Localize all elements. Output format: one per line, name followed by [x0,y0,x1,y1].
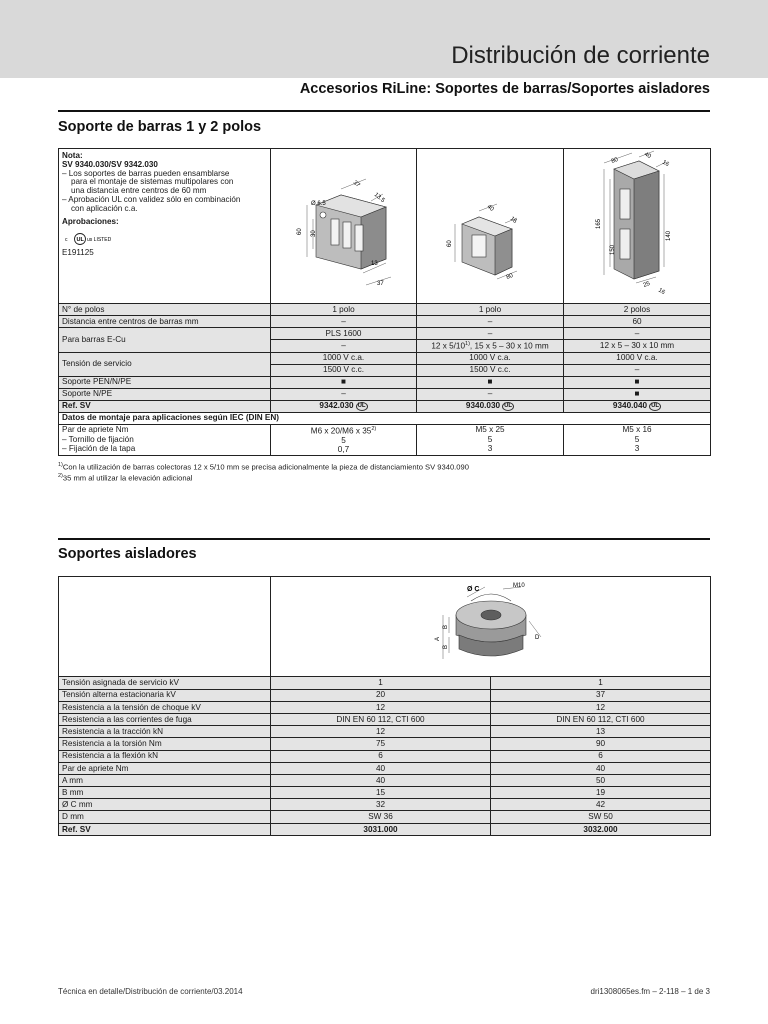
note-line: una distancia entre centros de 60 mm [71,186,207,196]
table-row-ref [59,400,711,412]
dim-h: 60 [447,240,453,247]
cell: 1500 V c.c. [417,364,564,376]
row-label: Soporte N/PE [59,388,271,400]
footnote-2: 35 mm al utilizar la elevación adicional [62,473,193,483]
dim-a: 40 [643,151,652,161]
torque-col-3 [564,424,711,455]
note-refs: SV 9340.030/SV 9342.030 [62,159,158,169]
cell: ■ [564,376,711,388]
row-label: A mm [59,774,271,786]
row-label: – Tornillo de fijación [62,434,134,444]
dim-h2: 30 [311,230,317,237]
cell: 1 polo [271,304,417,316]
cell: 1000 V c.a. [564,352,711,364]
cell: 32 [271,799,491,811]
insulator-rows [59,677,711,835]
note-line: para el montaje de sistemas multipolares con [71,177,234,187]
cell: 12 [271,726,491,738]
cell-text: 3 [487,444,493,454]
row-label: Ref. SV [59,400,271,412]
torque-labels [59,424,271,455]
cell: 15 [271,787,491,799]
table-row [59,774,711,786]
row-label: Par de apriete Nm [62,425,129,435]
cell: 19 [491,787,711,799]
cell: ■ [564,388,711,400]
cell-text: , 15 x 5 – 30 x 10 mm [469,342,549,352]
cell [417,400,564,412]
table-row [59,352,711,364]
row-label: Resistencia a la torsión Nm [59,738,271,750]
section1-rule [58,110,710,112]
cell: 1500 V c.c. [271,364,417,376]
row-label: Par de apriete Nm [59,762,271,774]
dim-a: 40 [485,203,495,213]
torque-col-2 [417,424,564,455]
dim-h1: 60 [297,228,303,235]
ul-listed-logo [62,232,267,246]
row-label: B mm [59,787,271,799]
dim-a: A [435,636,441,641]
note-line: con aplicación c.a. [71,203,138,213]
empty-corner-cell [59,577,271,677]
insulator-drawing [271,577,711,677]
cell-text: 5 [341,435,346,445]
cell-text: M5 x 25 [475,425,505,435]
cell: 1 polo [417,304,564,316]
table-row [59,412,711,424]
table-row [59,799,711,811]
cell: 75 [271,738,491,750]
cell: – [271,316,417,328]
footnote-mark: 2) [58,473,63,480]
cell: – [271,388,417,400]
table-row [59,388,711,400]
table-row [59,677,711,689]
table-row [59,689,711,701]
cell: 20 [271,689,491,701]
page-subtitle: Accesorios RiLine: Soportes de barras/Soportes aisladores [299,81,710,97]
svg-text:c: c [65,237,68,244]
note-cell [59,149,271,304]
ul-icon: UL [651,402,660,409]
section1-title: Soporte de barras 1 y 2 polos [58,119,262,135]
dim-d: 16 [657,287,666,297]
row-label: Soporte PEN/N/PE [59,376,271,388]
cell: SW 50 [491,811,711,823]
dim-b: 16 [508,215,518,225]
table-row [59,738,711,750]
row-label: – Fijación de la tapa [62,444,136,454]
cell: SW 36 [271,811,491,823]
table-row [59,376,711,388]
footnote-mark: 1) [58,462,63,468]
insulator-table [58,576,711,836]
cell: 1000 V c.a. [271,352,417,364]
section2-rule [58,538,710,540]
cell: 90 [491,738,711,750]
table-row [59,811,711,823]
dim-h2: 150 [610,244,616,255]
note-heading: Nota: [62,151,83,160]
cell: 42 [491,799,711,811]
cell: – [417,328,564,340]
cell-text: 3 [634,444,640,454]
cell-text: 5 [487,434,493,444]
dim-d: 37 [377,281,384,287]
dim-m10: M10 [513,583,525,589]
footnotes [58,461,469,483]
row-label: Resistencia a la flexión kN [59,750,271,762]
row-label: Tensión alterna estacionaria kV [59,689,271,701]
row-label: Resistencia a la tracción kN [59,726,271,738]
table-row [59,316,711,328]
section2-title: Soportes aisladores [58,546,197,562]
row-label: Resistencia a las corrientes de fuga [59,713,271,725]
footnote-ref: 1) [465,341,470,348]
dim-c: 80 [505,272,514,281]
dim-c: 25 [642,280,651,289]
row-label: Tensión asignada de servicio kV [59,677,271,689]
cell: – [564,364,711,376]
cell: 37 [491,689,711,701]
cell: 3032.000 [491,823,711,835]
cell: 50 [491,774,711,786]
table-row [59,787,711,799]
table-row [59,750,711,762]
dim-w: 80 [610,156,619,165]
dim-a: 37 [351,179,361,189]
table-row-ref [59,823,711,835]
dim-phi-c: Ø C [467,586,480,593]
dim-phi: Ø 6.5 [311,201,326,207]
dim-b2: B [443,644,449,649]
cell: DIN EN 60 112, CTI 600 [491,713,711,725]
ref-number: 9340.040 [612,401,648,411]
cell: PLS 1600 [271,328,417,340]
note-line: – Los soportes de barras pueden ensamblarse [62,168,230,178]
ul-icon: UL [504,402,513,409]
cell: 13 [491,726,711,738]
row-label: Ø C mm [59,799,271,811]
ref-number: 9340.030 [465,401,501,411]
row-label: N° de polos [59,304,271,316]
cell: 6 [271,750,491,762]
table-row [59,762,711,774]
dim-h1: 165 [596,218,602,229]
cell: 40 [271,774,491,786]
note-line: – Aprobación UL con validez sólo en combinación [62,194,241,204]
cell: 2 polos [564,304,711,316]
cell: 3031.000 [271,823,491,835]
svg-text:us LISTED: us LISTED [87,237,112,244]
dim-d: D [535,635,540,641]
cell: 12 [491,701,711,713]
cell: – [564,328,711,340]
busbar-support-table [58,148,711,456]
svg-text:UL: UL [76,237,84,244]
ul-icon: UL [357,402,366,409]
cell: 12 x 5 – 30 x 10 mm [564,340,711,352]
cell [417,340,564,352]
cell-text: M5 x 16 [622,425,652,435]
cell: 60 [564,316,711,328]
table-row [59,328,711,340]
drawing-1pole-9342 [271,149,417,304]
table-row [59,726,711,738]
ref-number: 9342.030 [319,401,354,411]
cell-text: 5 [634,434,640,444]
row-label: Resistencia a la tensión de choque kV [59,701,271,713]
table-row [59,304,711,316]
cell: ■ [417,376,564,388]
cell-text: 0,7 [337,445,350,455]
approvals-label: Aprobaciones: [62,216,119,226]
table-row [59,713,711,725]
cell-text: M6 x 20/M6 x 35 [310,426,372,436]
table-row [59,701,711,713]
footer-left: Técnica en detalle/Distribución de corriente/03.2014 [58,987,243,996]
footnote-1: Con la utilización de barras colectoras 12 x 5/10 mm se precisa adicionalmente la pieza de distanciamiento SV 9340.090 [62,462,469,472]
table-row [59,424,711,455]
file-number: E191125 [62,248,94,258]
cell: DIN EN 60 112, CTI 600 [271,713,491,725]
cell: ■ [271,376,417,388]
drawing-2pole-9340-040 [564,149,711,304]
cell: 12 [271,701,491,713]
row-label: Ref. SV [59,823,271,835]
dim-b: 16 [661,159,670,169]
row-label: Distancia entre centros de barras mm [59,316,271,328]
cell: 1 [271,677,491,689]
cell: 6 [491,750,711,762]
torque-col-1 [271,424,417,455]
dim-h3: 140 [666,230,672,241]
page-title: Distribución de corriente [451,42,710,69]
footnote-ref: 2) [371,425,377,432]
row-label: Tensión de servicio [59,352,271,376]
cell [564,400,711,412]
footer-right: dri1308065es.fm – 2-118 – 1 de 3 [590,987,710,996]
cell [271,400,417,412]
cell: 1000 V c.a. [417,352,564,364]
cell-text: 12 x 5/10 [431,342,466,352]
dim-b1: B [443,624,449,629]
row-label: Para barras E-Cu [59,328,271,352]
dim-c: 13 [371,261,378,267]
row-label: D mm [59,811,271,823]
cell: – [417,388,564,400]
drawing-1pole-9340 [417,149,564,304]
cell: – [271,340,417,352]
mount-data-header: Datos de montaje para aplicaciones según IEC (DIN EN) [59,412,711,424]
cell: 40 [491,762,711,774]
cell: – [417,316,564,328]
cell: 40 [271,762,491,774]
dim-b: 13.5 [372,191,386,205]
cell: 1 [491,677,711,689]
